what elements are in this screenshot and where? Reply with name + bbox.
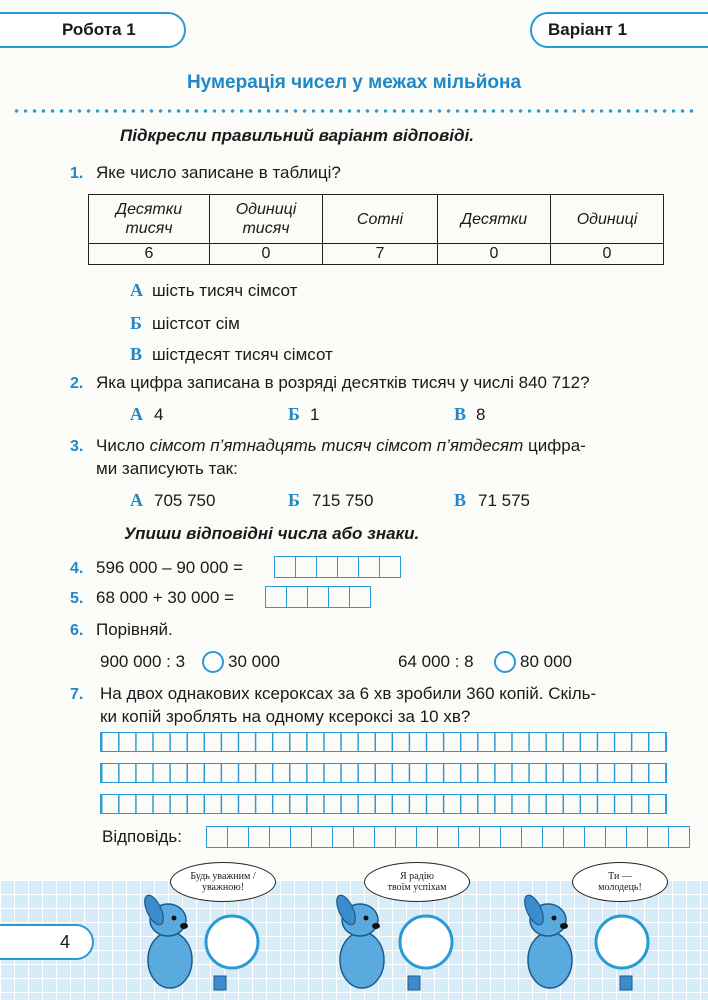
- q4-expression: 596 000 – 90 000 =: [96, 558, 243, 577]
- q4-number: 4.: [70, 560, 84, 577]
- value-tens: 0: [438, 244, 551, 265]
- header-tens: Десятки: [438, 195, 551, 244]
- answer-boxes[interactable]: [206, 826, 690, 848]
- place-value-table: [88, 194, 664, 265]
- q3-option-b-letter: Б: [288, 490, 300, 510]
- value-hundreds: 7: [323, 244, 438, 265]
- q6-left-expression: 900 000 : 3: [100, 652, 186, 671]
- q6-right-expression: 64 000 : 8: [398, 652, 474, 671]
- q3-option-c[interactable]: 71 575: [478, 491, 530, 510]
- dotted-divider: [12, 108, 696, 114]
- header-hundreds: Сотні: [323, 195, 438, 244]
- page-number-badge: [0, 924, 94, 960]
- q5-number: 5.: [70, 590, 84, 607]
- q7-number: 7.: [70, 686, 84, 703]
- speech-bubble-3: Ти — молодець!: [572, 862, 668, 902]
- work-label-text: Робота 1: [62, 20, 136, 39]
- q2-option-b-letter: Б: [288, 404, 300, 424]
- q3-text: Число сімсот п’ятнадцять тисяч сімсот п’ятдесят цифра-: [96, 436, 586, 455]
- work-label: [0, 12, 186, 48]
- q2-option-a[interactable]: 4: [154, 405, 164, 424]
- instruction-underline: Підкресли правильний варіант відповіді.: [120, 126, 474, 145]
- solution-grid-row-1[interactable]: [100, 732, 667, 752]
- q1-option-a-letter: А: [130, 280, 143, 300]
- solution-grid-row-3[interactable]: [100, 794, 667, 814]
- q4-answer-boxes[interactable]: [274, 556, 401, 578]
- dog-mascot-1-icon: [130, 880, 280, 998]
- q7-text-line1: На двох однакових ксероксах за 6 хв зробили 360 копій. Скіль-: [100, 684, 597, 703]
- q6-compare-circle-left[interactable]: [202, 651, 224, 673]
- dog-mascot-3-icon: [510, 880, 660, 998]
- q3-text-line2: ми записують так:: [96, 459, 238, 478]
- variant-label: [530, 12, 708, 48]
- variant-label-text: Варіант 1: [548, 20, 628, 39]
- header-thousands: Одиниці тисяч: [210, 195, 323, 244]
- q1-option-b[interactable]: шістсот сім: [152, 314, 240, 333]
- q2-option-c-letter: В: [454, 404, 467, 424]
- q3-option-b[interactable]: 715 750: [312, 491, 374, 510]
- speech-bubble-2: Я радію твоїм успіхам: [364, 862, 470, 902]
- q2-number: 2.: [70, 375, 84, 392]
- q5-expression: 68 000 + 30 000 =: [96, 588, 235, 607]
- q3-option-c-letter: В: [454, 490, 467, 510]
- q2-text: Яка цифра записана в розряді десятків тисяч у числі 840 712?: [96, 373, 590, 392]
- q6-right-value: 80 000: [520, 652, 572, 671]
- q3-number-words: сімсот п’ятнадцять тисяч сімсот п’ятдесят: [149, 436, 524, 455]
- q6-text: Порівняй.: [96, 620, 173, 639]
- dog-mascot-2-icon: [322, 880, 472, 998]
- solution-grid-row-2[interactable]: [100, 763, 667, 783]
- q7-text-line2: ки копій зроблять на одному ксероксі за 10 хв?: [100, 707, 471, 726]
- q6-number: 6.: [70, 622, 84, 639]
- q1-option-b-letter: Б: [130, 313, 142, 333]
- page-number: 4: [60, 931, 71, 952]
- q2-option-b[interactable]: 1: [310, 405, 320, 424]
- q1-text: Яке число записане в таблиці?: [96, 163, 341, 182]
- header-ones: Одиниці: [551, 195, 664, 244]
- value-ten-thousands: 6: [89, 244, 210, 265]
- q1-number: 1.: [70, 165, 84, 182]
- q1-option-c[interactable]: шістдесят тисяч сімсот: [152, 345, 333, 364]
- q1-option-c-letter: В: [130, 344, 143, 364]
- q5-answer-boxes[interactable]: [265, 586, 371, 608]
- q1-option-a[interactable]: шість тисяч сімсот: [152, 281, 298, 300]
- header-ten-thousands: Десятки тисяч: [89, 195, 210, 244]
- value-ones: 0: [551, 244, 664, 265]
- q3-option-a-letter: А: [130, 490, 143, 510]
- q6-compare-circle-right[interactable]: [494, 651, 516, 673]
- answer-label: Відповідь:: [102, 827, 183, 846]
- instruction-fill-in: Упиши відповідні числа або знаки.: [124, 524, 420, 543]
- q2-option-a-letter: А: [130, 404, 143, 424]
- value-thousands: 0: [210, 244, 323, 265]
- q2-option-c[interactable]: 8: [476, 405, 486, 424]
- speech-bubble-1: Будь уважним / уважною!: [170, 862, 276, 902]
- q3-option-a[interactable]: 705 750: [154, 491, 216, 510]
- page-title: Нумерація чисел у межах мільйона: [186, 72, 522, 93]
- q6-left-value: 30 000: [228, 652, 280, 671]
- q3-number: 3.: [70, 438, 84, 455]
